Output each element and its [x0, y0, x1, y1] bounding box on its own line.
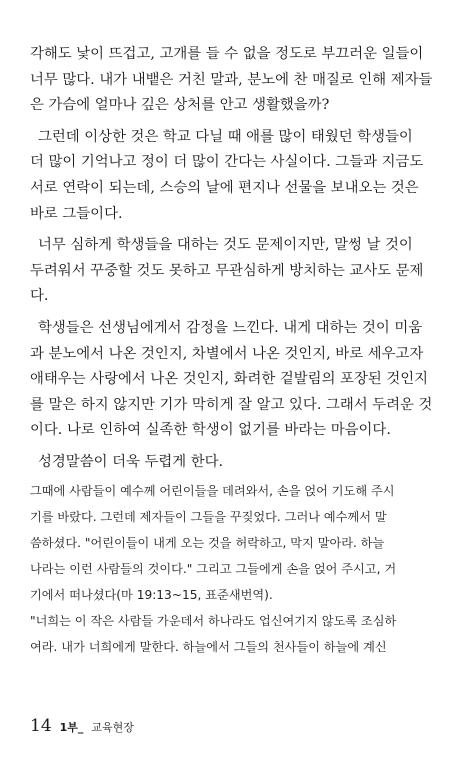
paragraph-3 — [30, 233, 440, 310]
paragraph-line: 과 분노에서 나온 것인지, 차별에서 나온 것인지, 바로 세우고자 — [30, 345, 424, 362]
section-label: 교육현장 — [91, 721, 134, 734]
paragraph-4 — [30, 316, 440, 444]
quote-line: "너희는 이 작은 사람들 가운데서 하나라도 업신여기지 않도록 조심하 — [30, 614, 397, 628]
page-footer — [30, 716, 134, 736]
paragraph-line: 이다. 나로 인하여 실족한 학생이 없기를 바라는 마음이다. — [30, 422, 391, 439]
paragraph-line: 를 말은 하지 않지만 기가 막히게 잘 알고 있다. 그래서 두려운 것 — [30, 396, 433, 413]
paragraph-5 — [30, 450, 440, 476]
paragraph-line: 너무 많다. 내가 내뱉은 거친 말과, 분노에 찬 매질로 인해 제자들 — [30, 71, 433, 88]
page-number: 14 — [30, 716, 52, 736]
quote-line: 여라. 내가 너희에게 말한다. 하늘에서 그들의 천사들이 하늘에 계신 — [30, 640, 387, 654]
quote-line: 나라는 이런 사람들의 것이다." 그리고 그들에게 손을 얹어 주시고, 거 — [30, 562, 397, 576]
paragraph-line: 각해도 낯이 뜨겁고, 고개를 들 수 없을 정도로 부끄러운 일들이 — [30, 46, 424, 62]
quote-line: 그때에 사람들이 예수께 어린이들을 데려와서, 손을 얹어 기도해 주시 — [30, 484, 395, 498]
paragraph-line: 성경말씀이 더욱 두렵게 한다. — [38, 453, 224, 470]
quote-line: 씀하셨다. "어린이들이 내게 오는 것을 허락하고, 막지 말아라. 하늘 — [30, 536, 385, 550]
paragraph-line: 더 많이 기억나고 정이 더 많이 간다는 사실이다. 그들과 지금도 — [30, 154, 424, 171]
paragraph-line: 학생들은 선생님에게서 감정을 느낀다. 내게 대하는 것이 미움 — [38, 319, 423, 336]
paragraph-1 — [30, 42, 440, 119]
paragraph-line: 그런데 이상한 것은 학교 다닐 때 애를 많이 태웠던 학생들이 — [38, 128, 413, 145]
paragraph-line: 은 가슴에 얼마나 깊은 상처를 안고 생활했을까? — [30, 97, 330, 114]
paragraph-2 — [30, 125, 440, 227]
paragraph-line: 바로 그들이다. — [30, 205, 123, 222]
paragraph-line: 애태우는 사랑에서 나온 것인지, 화려한 겉발림의 포장된 것인지 — [30, 371, 429, 388]
paragraph-line: 서로 연락이 되는데, 스승의 날에 편지나 선물을 보내오는 것은 — [30, 179, 419, 196]
quote-line: 기를 바랐다. 그런데 제자들이 그들을 꾸짖었다. 그러나 예수께서 말 — [30, 510, 387, 524]
scripture-quote — [30, 478, 440, 660]
part-label: 1부_ — [59, 721, 84, 734]
paragraph-line: 너무 심하게 학생들을 대하는 것도 문제이지만, 말썽 날 것이 — [38, 237, 413, 254]
paragraph-line: 두려워서 꾸중할 것도 못하고 무관심하게 방치하는 교사도 문제 — [30, 262, 424, 279]
quote-line: 기에서 떠나셨다(마 19:13~15, 표준새번역). — [30, 588, 273, 602]
body-text — [30, 42, 440, 482]
paragraph-line: 다. — [30, 288, 49, 305]
